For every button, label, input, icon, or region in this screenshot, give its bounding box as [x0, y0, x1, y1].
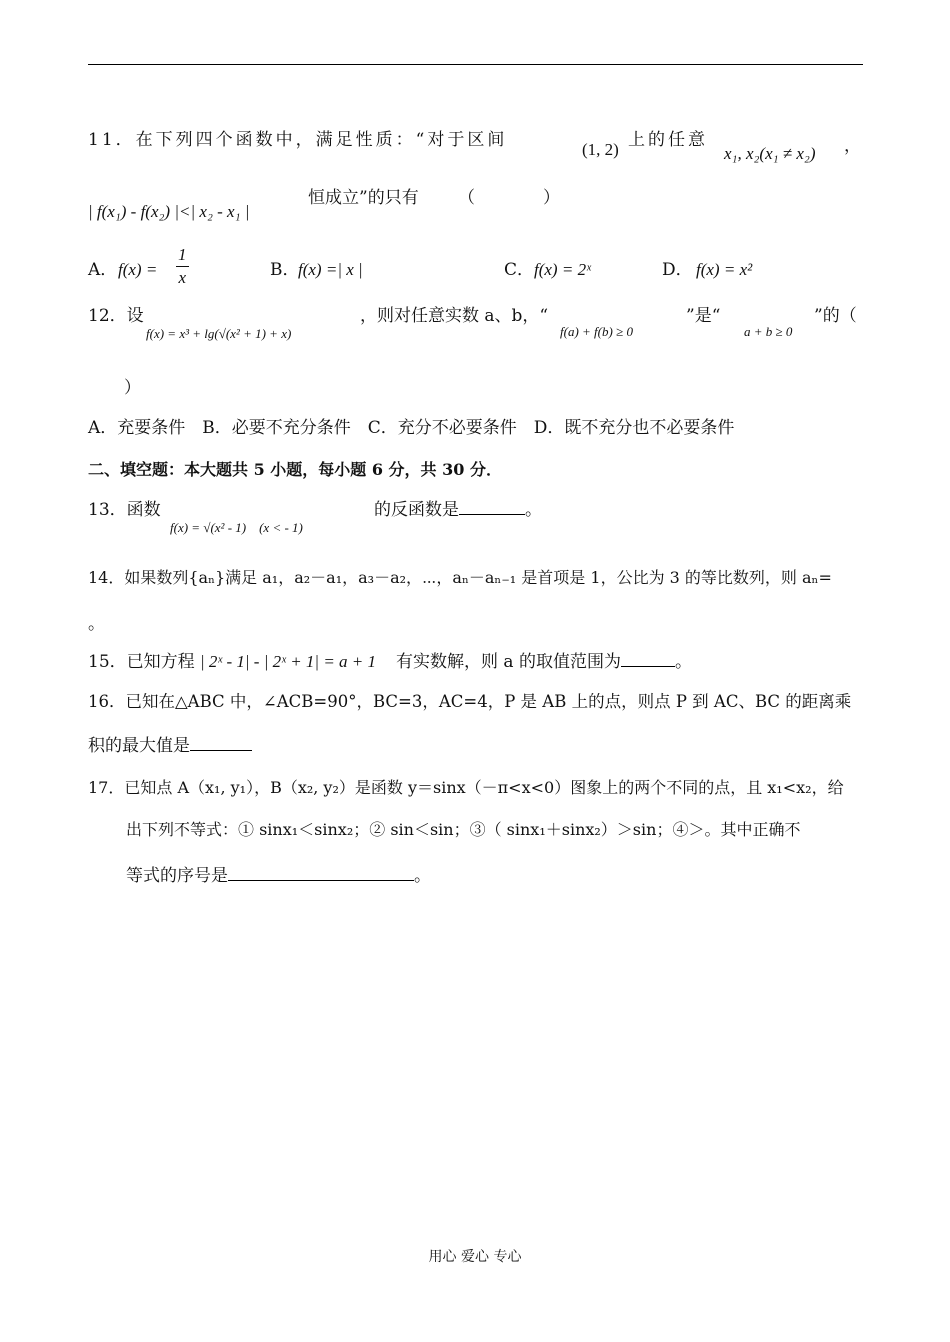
section-2-heading: 二、填空题：本大题共 5 小题，每小题 6 分，共 30 分． [88, 460, 502, 479]
q17-line-1: 17．已知点 A（x₁, y₁），B（x₂, y₂）是函数 y＝sinx（－π<x<0）图象上的两个不同的点，且 x₁<x₂，给 [88, 778, 844, 797]
q12-stem-b: ，则对任意实数 a、b，“ [360, 306, 549, 326]
q17-answer-blank[interactable] [228, 864, 414, 881]
header-rule [88, 64, 863, 65]
q15-end: 。 [674, 652, 692, 672]
q11-option-c-expr: f(x) = 2ˣ [534, 260, 591, 279]
q12-options: A．充要条件 B．必要不充分条件 C．充分不必要条件 D．既不充分也不必要条件 [88, 418, 735, 438]
q11-option-d-label: D． [662, 260, 693, 280]
q15-stem-b-line [396, 650, 692, 674]
q11-option-c-label: C． [504, 260, 535, 280]
q13-stem-b: 的反函数是 [374, 500, 459, 520]
q16-line-1: 16．已知在△ABC 中，∠ACB=90°，BC=3，AC=4，P 是 AB 上的点，则点 P 到 AC、BC 的距离乘 [88, 692, 852, 711]
q15-stem-b: 有实数解，则 a 的取值范围为 [396, 652, 621, 672]
q11-option-a-den: x [178, 268, 187, 287]
q11-stem-b: 上的任意 [628, 130, 708, 150]
q11-option-a-lhs: f(x) = [118, 260, 158, 279]
q11-interval: (1, 2) [582, 140, 619, 159]
q11-option-a-num: 1 [176, 244, 189, 267]
q17-end: 。 [414, 866, 431, 886]
q16-answer-blank[interactable] [190, 734, 252, 751]
q13-end: 。 [525, 500, 542, 520]
q15-answer-blank[interactable] [621, 650, 675, 667]
q17-line-3 [126, 864, 431, 888]
q12-condition-2: a + b ≥ 0 [744, 324, 793, 339]
q12-stem-c: ”是“ [686, 306, 721, 326]
q11-xs: x₁, x₂(x₁ ≠ x₂) [724, 144, 816, 163]
q12-stem-d: ”的（ [814, 306, 857, 326]
q12-close-paren: ） [124, 378, 141, 398]
q11-option-b-expr: f(x) =| x | [298, 260, 363, 279]
q11-option-d-expr: f(x) = x² [696, 260, 753, 279]
q11-stem-c: 恒成立”的只有 [308, 188, 419, 208]
q17-line-2: 出下列不等式：① sinx₁＜sinx₂；② sin＜sin；③（ sinx₁＋sinx₂）＞sin；④＞。其中正确不 [126, 820, 801, 839]
q14-text: 14．如果数列{aₙ}满足 a₁，a₂－a₁，a₃－a₂，⋯，aₙ－aₙ₋₁ 是首项是 1，公比为 3 的等比数列，则 aₙ= [88, 568, 832, 587]
q11-stem-a: 11．在下列四个函数中，满足性质：“对于区间 [88, 130, 508, 150]
q12-function: f(x) = x³ + lg(√(x² + 1) + x) [146, 326, 292, 341]
q16-line-2 [88, 734, 252, 758]
q14-end: 。 [88, 614, 105, 634]
q17-line-3-text: 等式的序号是 [126, 866, 228, 886]
q11-option-b-label: B． [270, 260, 300, 280]
q11-comma: ， [844, 136, 861, 156]
q15-equation: | 2ˣ - 1| - | 2ˣ + 1| = a + 1 [200, 652, 377, 671]
q12-condition-1: f(a) + f(b) ≥ 0 [560, 324, 633, 339]
q11-option-a [88, 258, 117, 282]
q11-option-a-label: A． [88, 260, 118, 280]
q11-paren: （ ） [458, 188, 560, 208]
q13-stem-a: 13．函数 [88, 500, 161, 520]
q13-function: f(x) = √(x² - 1) (x < - 1) [170, 520, 303, 535]
q11-stem-line [88, 128, 507, 152]
q11-option-a-fraction [176, 244, 189, 289]
q15-stem-a: 15．已知方程 [88, 652, 195, 672]
q11-inequality: | f(x₁) - f(x₂) |<| x₂ - x₁ | [88, 202, 250, 221]
q13-stem-b-line [374, 498, 542, 522]
page-footer: 用心 爱心 专心 [428, 1249, 522, 1265]
q13-answer-blank[interactable] [459, 498, 525, 515]
q16-line-2-text: 积的最大值是 [88, 736, 190, 756]
q12-stem-a: 12．设 [88, 306, 144, 326]
